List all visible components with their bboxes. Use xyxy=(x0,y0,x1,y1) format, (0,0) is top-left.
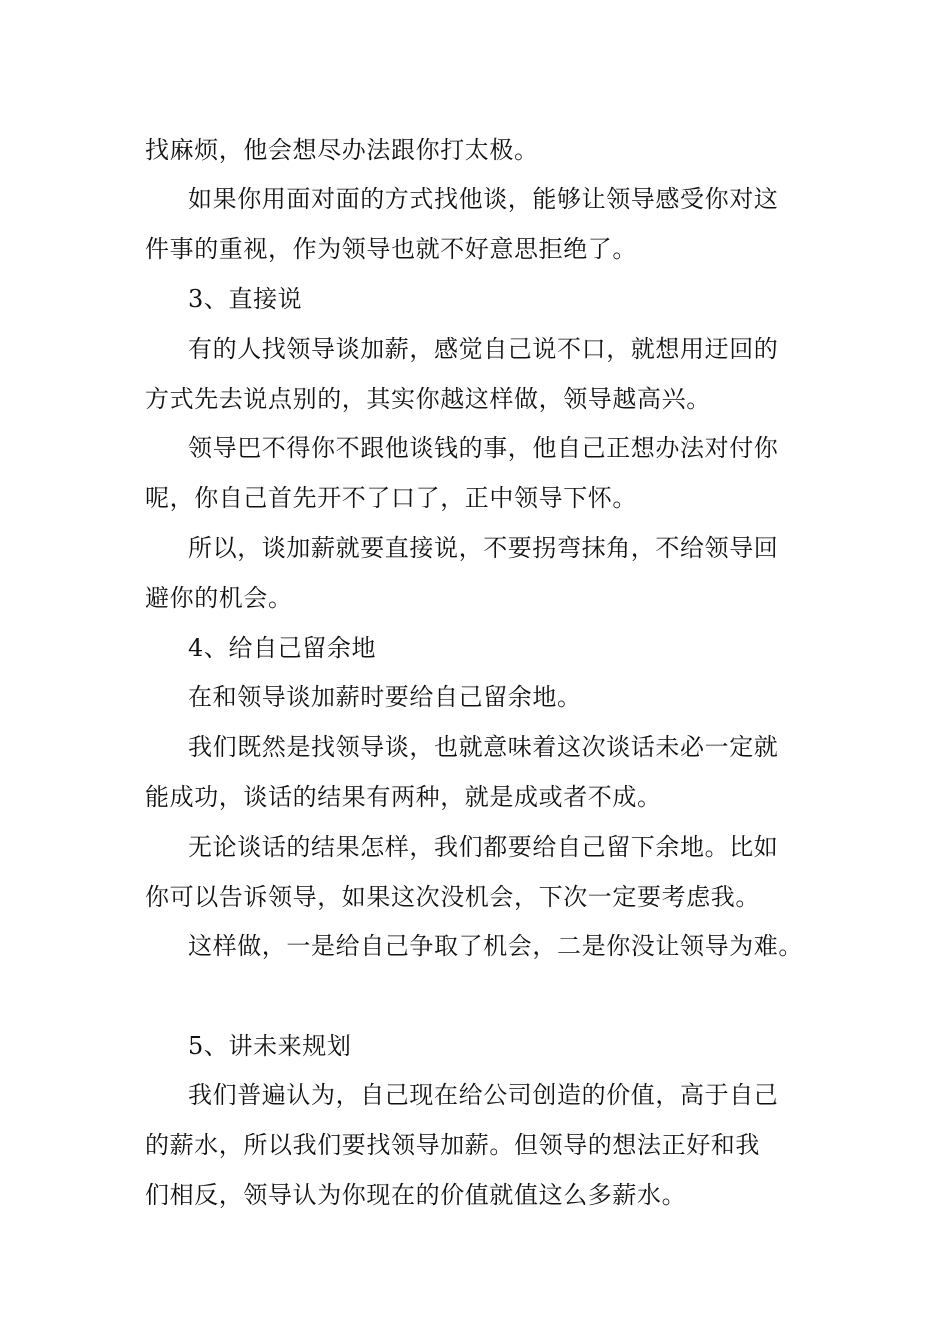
paragraph-line: 我们既然是找领导谈，也就意味着这次谈话未必一定就 xyxy=(188,733,779,761)
paragraph-line: 们相反，领导认为你现在的价值就值这么多薪水。 xyxy=(145,1181,687,1209)
paragraph-line: 的薪水，所以我们要找领导加薪。但领导的想法正好和我 xyxy=(145,1131,760,1159)
paragraph-line: 领导巴不得你不跟他谈钱的事，他自己正想办法对付你 xyxy=(188,434,779,462)
paragraph-line: 有的人找领导谈加薪，感觉自己说不口，就想用迂回的 xyxy=(188,335,779,363)
section-heading: 4、给自己留余地 xyxy=(188,634,377,662)
section-heading: 3、直接说 xyxy=(188,285,303,313)
paragraph-line: 在和领导谈加薪时要给自己留余地。 xyxy=(188,683,582,711)
paragraph-line: 这样做，一是给自己争取了机会，二是你没让领导为难。 xyxy=(188,932,803,960)
paragraph-line: 能成功，谈话的结果有两种，就是成或者不成。 xyxy=(145,783,662,811)
paragraph-line: 找麻烦，他会想尽办法跟你打太极。 xyxy=(145,136,539,164)
paragraph-line: 呢，你自己首先开不了口了，正中领导下怀。 xyxy=(145,484,637,512)
paragraph-line: 方式先去说点别的，其实你越这样做，领导越高兴。 xyxy=(145,385,711,413)
paragraph-line: 无论谈话的结果怎样，我们都要给自己留下余地。比如 xyxy=(188,833,779,861)
paragraph-line: 我们普遍认为，自己现在给公司创造的价值，高于自己 xyxy=(188,1081,779,1109)
paragraph-line: 件事的重视，作为领导也就不好意思拒绝了。 xyxy=(145,235,637,263)
paragraph-line: 所以，谈加薪就要直接说，不要拐弯抹角，不给领导回 xyxy=(188,534,779,562)
paragraph-line: 避你的机会。 xyxy=(145,584,293,612)
section-heading: 5、讲未来规划 xyxy=(188,1032,352,1060)
paragraph-line: 如果你用面对面的方式找他谈，能够让领导感受你对这 xyxy=(188,185,779,213)
paragraph-line: 你可以告诉领导，如果这次没机会，下次一定要考虑我。 xyxy=(145,883,760,911)
